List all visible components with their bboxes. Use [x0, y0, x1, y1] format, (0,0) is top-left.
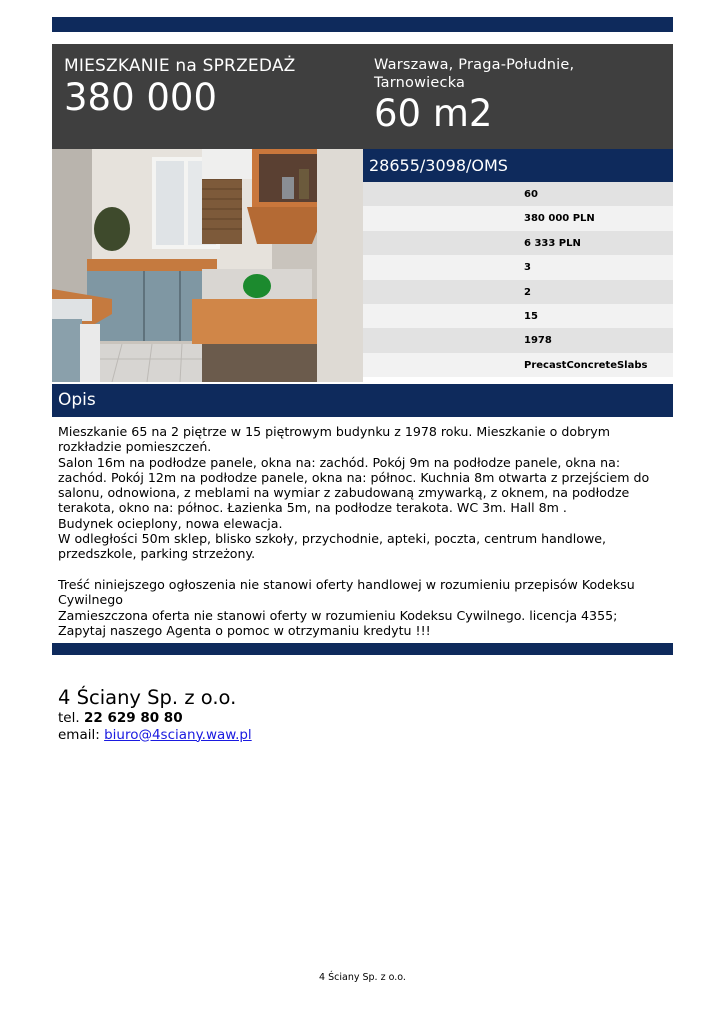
- detail-row: [363, 206, 673, 230]
- phone-number[interactable]: 22 629 80 80: [83, 710, 183, 726]
- listing-header: [52, 44, 673, 149]
- page-footer: 4 Ściany Sp. z o.o.: [319, 972, 406, 983]
- detail-value: 6 333 PLN: [524, 237, 581, 249]
- detail-value: 1978: [524, 335, 552, 347]
- detail-value: PrecastConcreteSlabs: [524, 359, 648, 371]
- detail-value: 380 000 PLN: [524, 213, 595, 225]
- bottom-decor-bar: [52, 643, 673, 655]
- detail-row: [363, 304, 673, 328]
- details-table: [363, 182, 673, 377]
- reference-number: 28655/3098/OMS: [369, 156, 508, 175]
- detail-row: [363, 353, 673, 377]
- phone-label: tel.: [58, 710, 80, 726]
- offer-type: MIESZKANIE na SPRZEDAŻ: [64, 56, 296, 76]
- kitchen-photo: [52, 149, 363, 382]
- detail-row: [363, 231, 673, 255]
- area: 60 m2: [374, 92, 493, 135]
- detail-row: [363, 255, 673, 279]
- detail-row: [363, 182, 673, 206]
- agency-name: 4 Ściany Sp. z o.o.: [58, 686, 237, 709]
- detail-value: 60: [524, 189, 538, 200]
- detail-value: 2: [524, 286, 531, 298]
- top-decor-bar: [52, 17, 673, 32]
- email-link[interactable]: biuro@4sciany.waw.pl: [104, 726, 252, 743]
- description-heading: Opis: [58, 390, 96, 410]
- email-label: email:: [58, 726, 100, 743]
- description-heading-bar: [52, 384, 673, 417]
- email-line: [58, 727, 252, 744]
- detail-value: 3: [524, 262, 531, 274]
- reference-bar: [363, 149, 673, 182]
- detail-row: [363, 280, 673, 304]
- price: 380 000: [64, 76, 218, 119]
- location: Warszawa, Praga-Południe, Tarnowiecka: [374, 57, 575, 91]
- phone-line: [58, 710, 252, 727]
- agency-contact: [58, 686, 252, 743]
- detail-row: [363, 328, 673, 352]
- detail-value: 15: [524, 310, 538, 322]
- description-text: Mieszkanie 65 na 2 piętrze w 15 piętrowym budynku z 1978 roku. Mieszkanie o dobrym rozkładzie pomieszczeń. Salon 16m na podłodze panele, okna na: zachód. Pokój 9m na podłodze panele, okna na: zachód. Pokój 12m na podłodze panele, okna na: północ. Kuchnia 8m otwarta z przejściem do salonu, odnowiona, z meblami na wymiar z zabudowaną zmywarką, z oknem, na podłodze terakota, okno na: północ. Łazienka 5m, na podłodze terakota. WC 3m. Hall 8m . Budynek ocieplony, nowa elewacja. W odległości 50m sklep, blisko szkoły, przychodnie, apteki, poczta, centrum handlowe, przedszkole, parking strzeżony. Treść niniejszego ogłoszenia nie stanowi oferty handlowej w rozumieniu przepisów Kodeksu Cywilnego Zamieszczona oferta nie stanowi oferty w rozumieniu Kodeksu Cywilnego. licencja 4355; Zapytaj naszego Agenta o pomoc w otrzymaniu kredytu !!!: [58, 424, 650, 638]
